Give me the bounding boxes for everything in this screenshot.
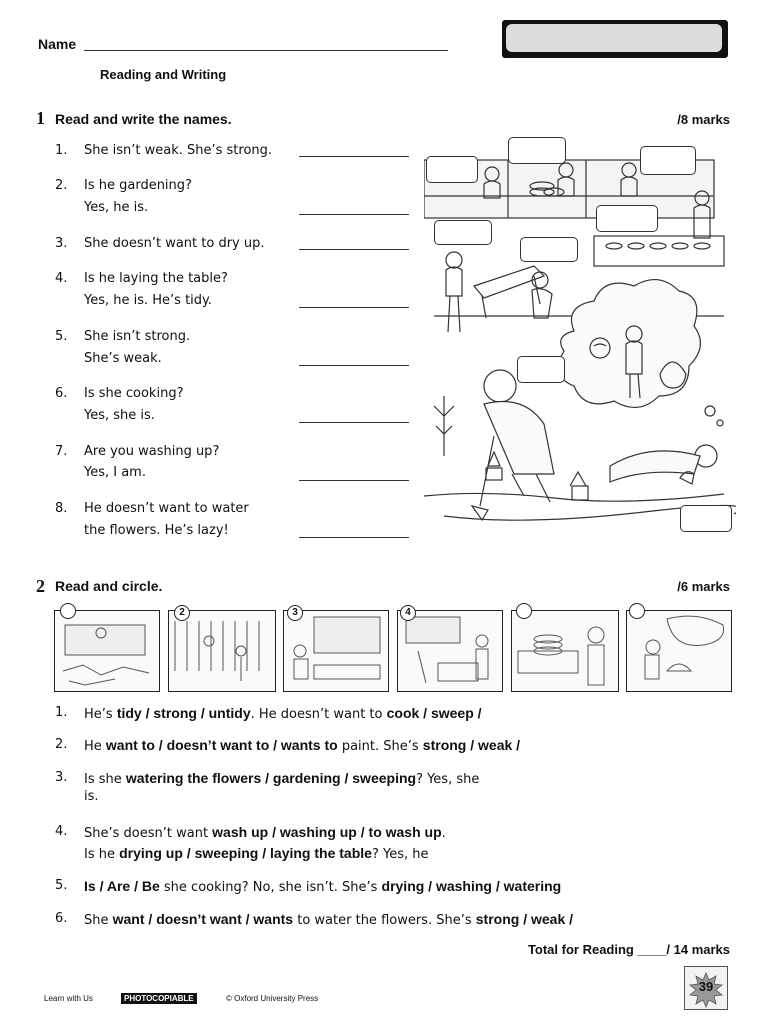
ex2-option[interactable]: wash up [212, 824, 269, 840]
exercise-2-title: Read and circle. [55, 578, 163, 594]
ex2-option[interactable]: gardening [272, 770, 341, 786]
ex2-option[interactable]: want [112, 911, 145, 927]
ex2-question-6 [55, 909, 67, 929]
ex2-text: she cooking? No, she isn’t. She’s [159, 880, 382, 895]
ex2-picture-number-circle[interactable] [516, 603, 532, 619]
ex2-text: Is he [84, 847, 120, 862]
ex2-text: . He doesn’t want to [250, 707, 387, 722]
ex2-text: Is she [84, 772, 126, 787]
ex2-question-1-text [84, 703, 482, 725]
photocopiable-badge: PHOTOCOPIABLE [121, 993, 197, 1004]
ex1-label-box[interactable] [596, 205, 658, 232]
ex2-separator: / [491, 878, 504, 894]
ex2-separator: / [268, 824, 280, 840]
ex2-question-4 [55, 822, 67, 842]
ex2-separator: / [473, 705, 482, 721]
ex2-option[interactable]: drying [381, 878, 425, 894]
ex1-item-number: 8. [55, 501, 68, 516]
ex2-option[interactable]: Is [84, 878, 96, 894]
ex2-question-number: 4. [55, 824, 68, 839]
ex2-picture-6 [626, 610, 732, 692]
section-title: Reading and Writing [100, 67, 227, 82]
ex2-option[interactable]: to wash up [368, 824, 442, 840]
ex2-question-2-text [84, 735, 520, 757]
ex2-option[interactable]: cook [386, 705, 420, 721]
ex2-separator: / [141, 705, 154, 721]
ex2-picture-number-circle: 2 [174, 605, 190, 621]
ex2-question-number: 6. [55, 911, 68, 926]
ex1-item-text: Yes, he is. [84, 200, 149, 215]
ex1-label-box[interactable] [520, 237, 578, 262]
footer-copyright: © Oxford University Press [226, 994, 319, 1003]
ex2-question-3 [55, 768, 67, 788]
ex1-label-box[interactable] [517, 356, 565, 383]
ex1-item-text: Yes, she is. [84, 408, 155, 423]
ex2-option[interactable]: watering [503, 878, 562, 894]
ex2-picture-number-circle[interactable] [60, 603, 76, 619]
ex2-separator: / [340, 770, 353, 786]
ex1-item-text: She isn’t weak. She’s strong. [84, 143, 273, 158]
ex2-question-3-line2: is. [84, 789, 99, 804]
ex2-option[interactable]: wants [253, 911, 294, 927]
header-score-box [502, 20, 728, 58]
ex1-item-number: 5. [55, 329, 68, 344]
ex1-item-text: Is he gardening? [84, 178, 192, 193]
ex2-separator: / [356, 824, 369, 840]
ex2-option[interactable]: weak [530, 911, 566, 927]
total-for-reading: Total for Reading ____/ 14 marks [527, 942, 730, 957]
ex1-item-number: 3. [55, 236, 68, 251]
name-input-line[interactable] [84, 50, 448, 51]
ex2-question-number: 5. [55, 878, 68, 893]
ex2-option[interactable]: sweeping [352, 770, 417, 786]
ex1-item-number: 2. [55, 178, 68, 193]
ex2-separator: / [154, 737, 167, 753]
ex1-item-text: Is he laying the table? [84, 271, 228, 286]
name-label: Name [38, 36, 77, 52]
ex1-label-box[interactable] [426, 156, 478, 183]
ex2-picture-number-circle: 3 [287, 605, 303, 621]
ex2-picture-3 [283, 610, 389, 692]
ex1-item-text: She’s weak. [84, 351, 162, 366]
ex2-separator: / [512, 737, 521, 753]
ex1-answer-line-7[interactable] [299, 480, 409, 481]
ex2-question-4-text [84, 822, 446, 844]
ex2-separator: / [261, 770, 273, 786]
ex2-text: to water the flowers. She’s [293, 913, 476, 928]
ex2-question-number: 1. [55, 705, 68, 720]
ex2-separator: / [196, 705, 209, 721]
ex1-item-text: She isn’t strong. [84, 329, 191, 344]
ex1-answer-line-3[interactable] [299, 249, 409, 250]
exercise-1-title: Read and write the names. [55, 111, 232, 127]
ex2-separator: / [519, 911, 531, 927]
ex2-option[interactable]: doesn’t want to [166, 737, 270, 753]
ex2-question-6-text [84, 909, 573, 931]
ex2-separator: / [419, 705, 431, 721]
ex1-item-text: He doesn’t want to water [84, 501, 249, 516]
ex2-picture-4 [397, 610, 503, 692]
ex2-option[interactable]: weak [478, 737, 513, 753]
ex2-option[interactable]: washing up [279, 824, 357, 840]
ex1-answer-line-8[interactable] [299, 537, 409, 538]
ex2-picture-1 [54, 610, 160, 692]
exercise-2-marks: /6 marks [677, 579, 730, 594]
ex1-answer-line-5[interactable] [299, 365, 409, 366]
ex1-item-text: Yes, I am. [84, 465, 146, 480]
ex2-option[interactable]: sweeping [194, 845, 259, 861]
exercise-1-illustration [424, 136, 736, 546]
ex1-label-box[interactable] [508, 137, 566, 164]
ex2-separator: / [466, 737, 479, 753]
ex2-separator: / [130, 878, 142, 894]
ex2-option[interactable]: strong [153, 705, 197, 721]
ex2-option[interactable]: watering the flowers [125, 770, 262, 786]
ex2-question-5 [55, 876, 67, 896]
ex2-question-5-text [84, 876, 561, 898]
ex2-text: He’s [84, 707, 117, 722]
ex1-item-text: Yes, he is. He’s tidy. [84, 293, 213, 308]
ex2-option[interactable]: Are [106, 878, 131, 894]
ex2-picture-5 [511, 610, 619, 692]
ex2-option[interactable]: washing [435, 878, 492, 894]
ex2-text: She [84, 913, 113, 928]
ex1-item-text: She doesn’t want to dry up. [84, 236, 265, 251]
exercise-1-marks: /8 marks [677, 112, 730, 127]
ex2-option[interactable]: wants to [280, 737, 338, 753]
ex2-question-4-line2 [84, 843, 428, 865]
footer-brand: Learn with Us [44, 994, 93, 1003]
ex2-text: . [441, 826, 446, 841]
ex2-question-2 [55, 735, 67, 755]
ex1-answer-line-4[interactable] [299, 307, 409, 308]
ex2-text: ? Yes, he [371, 847, 429, 862]
ex2-separator: / [182, 845, 195, 861]
ex2-separator: / [258, 845, 271, 861]
ex2-picture-2 [168, 610, 276, 692]
ex2-separator: / [269, 737, 281, 753]
ex2-separator: / [241, 911, 254, 927]
ex1-answer-line-1[interactable] [299, 156, 409, 157]
ex2-picture-number-circle[interactable] [629, 603, 645, 619]
ex2-option[interactable]: want to [105, 737, 155, 753]
ex2-separator: / [144, 911, 157, 927]
ex1-answer-line-6[interactable] [299, 422, 409, 423]
ex1-answer-line-2[interactable] [299, 214, 409, 215]
ex2-text: He [84, 739, 106, 754]
ex1-item-text: the flowers. He’s lazy! [84, 523, 229, 538]
ex2-separator: / [424, 878, 436, 894]
ex1-label-box[interactable] [434, 220, 492, 245]
ex2-option[interactable]: strong [475, 911, 520, 927]
page-number: 39 [698, 979, 714, 994]
exercise-2-number: 2 [36, 576, 45, 596]
ex2-text: paint. She’s [337, 739, 423, 754]
page-number-badge [684, 966, 728, 1010]
ex2-option[interactable]: tidy [116, 705, 142, 721]
ex2-question-number: 2. [55, 737, 68, 752]
ex2-text: She’s doesn’t want [84, 826, 213, 841]
ex1-item-number: 4. [55, 271, 68, 286]
ex2-option[interactable]: laying the table [270, 845, 372, 861]
ex2-text: ? Yes, she [416, 772, 480, 787]
ex2-option[interactable]: drying up [119, 845, 183, 861]
ex2-picture-number-circle: 4 [400, 605, 416, 621]
ex1-item-number: 6. [55, 386, 68, 401]
ex2-separator: / [95, 878, 107, 894]
ex1-label-box[interactable] [680, 505, 732, 532]
ex2-question-1 [55, 703, 67, 723]
ex1-item-text: Are you washing up? [84, 444, 220, 459]
ex2-option[interactable]: strong [422, 737, 467, 753]
ex1-item-text: Is she cooking? [84, 386, 184, 401]
ex1-item-number: 1. [55, 143, 68, 158]
ex2-option[interactable]: Be [141, 878, 160, 894]
ex2-option[interactable]: sweep [430, 705, 474, 721]
ex2-question-3-text [84, 768, 479, 790]
ex2-question-number: 3. [55, 770, 68, 785]
ex2-option[interactable]: untidy [208, 705, 251, 721]
ex1-item-number: 7. [55, 444, 68, 459]
exercise-1-number: 1 [36, 108, 45, 128]
ex2-separator: / [565, 911, 574, 927]
ex1-label-box[interactable] [640, 146, 696, 175]
ex2-option[interactable]: doesn’t want [156, 911, 242, 927]
